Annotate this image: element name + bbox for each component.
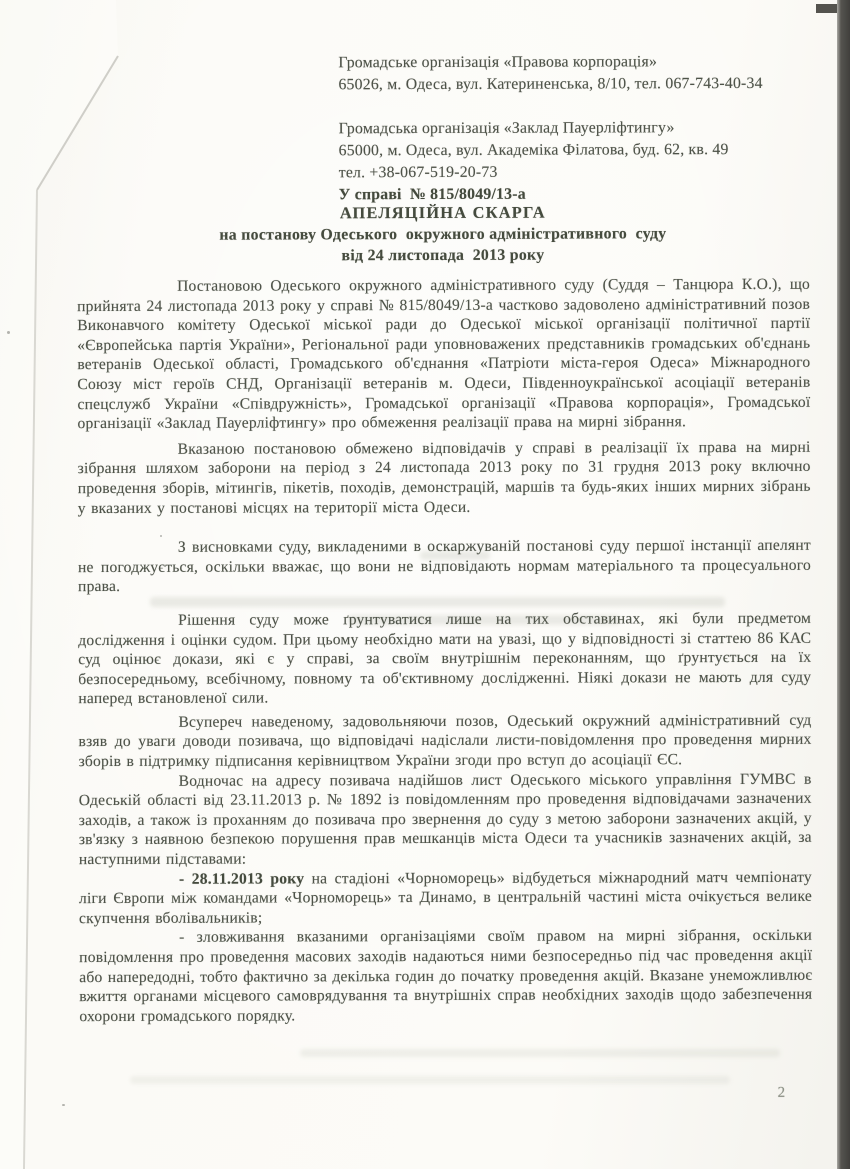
document-title-block — [77, 201, 809, 268]
document-subtitle: на постанову Одеського окружного адміністративного суду — [219, 224, 667, 244]
organization-1-address: 65026, м. Одеса, вул. Катериненська, 8/10, тел. 067-743-40-34 — [338, 74, 763, 94]
bullet-match-text: на стадіоні «Чорноморець» відбудеться міжнародний матч чемпіонату ліги Європи між командами «Чорноморець» та Динамо, в центральній частині міста очікується велике скупчення вболівальників; — [78, 868, 813, 927]
case-number-line: У справі № 815/8049/13-а — [338, 185, 526, 204]
organization-2-phone: тел. +38-067-519-20-73 — [338, 163, 498, 182]
document-date-line: від 24 листопада 2013 року — [341, 246, 545, 265]
organization-2-name: Громадська організація «Заклад Пауерліфтингу» — [338, 119, 675, 138]
paragraph-bullet-match — [79, 867, 812, 928]
bullet-date-bold: - 28.11.2013 року — [178, 870, 305, 888]
paragraph-restriction-period: Вказаною постановою обмежено відповідачів у справі в реалізації їх права на мирні зібрання шляхом заборони на період з 24 листопада 2013 року по 31 грудня 2013 року включно проведення зборів, мітингів, пікетів, походів, демонстрацій, маршів та будь-яких інших мирних зібрань у вказаних у постанові місцях на території міста Одеси. — [77, 438, 811, 517]
paragraph-police-letter: Водночас на адресу позивача надійшов лист Одеського міського управління ГУМВС в Одеській області від 23.11.2013 р. № 1892 із повідомленням про проведення відповідачами зазначених заходів, а також із проханням до позивача про звернення до суду з метою заборони зазначених акцій, у зв'язку з наявною безпекою порушення прав мешканців міста Одеси та учасників зазначених акцій, за наступними підставами: — [78, 770, 812, 869]
paragraph-court-considered: Всупереч наведеному, задовольняючи позов, Одеський окружний адміністративний суд взяв до уваги доводи позивача, що відповідачі надіслали листи-повідомлення про проведення мирних зборів в підтримку підписання керівництвом України згоди про вступ до асоціації ЄС. — [78, 711, 812, 771]
paragraph-bullet-abuse: - зловживання вказаними організаціями своїм правом на мирні зібрання, оскільки повідомлення про проведення масових заходів надаються ними безпосередньо під час проведення акції або напередодні, тобто фактично за декілька годин до початку проведення акцій. Вказане унеможливлює вжиття органами місцевого самоврядування та внутрішніх справ необхідних заходів щодо забезпечення охорони громадського порядку. — [79, 927, 813, 1025]
page-number: 2 — [777, 1084, 786, 1101]
organization-1-name: Громадське організація «Правова корпорація» — [338, 53, 658, 72]
paragraph-disagreement: З висновками суду, викладеними в оскаржуваній постанові суду першої інстанції апелянт не погоджується, оскільки вважає, що вони не відповідають нормам матеріального та процесуального права. — [77, 536, 811, 596]
document-title: АПЕЛЯЦІЙНА СКАРГА — [339, 202, 546, 223]
document-body — [77, 275, 812, 1027]
organization-2-address: 65000, м. Одеса, вул. Академіка Філатова, буд. 62, кв. 49 — [338, 141, 729, 160]
paragraph-ruling-summary: Постановою Одеського окружного адміністративного суду (Суддя – Танцюра К.О.), що прийнята 24 листопада 2013 року у справі № 815/8049/13-а частково задоволено адміністративний позов Виконавчого комітету Одеської міської ради до Одеської міської організації політичної партії «Європейська партія України», Регіональної ради уповноважених представників громадських об'єднань ветеранів Одеської області, Громадського об'єднання «Патріоти міста-героя Одеса» Міжнародного Союзу міст героїв СНД, Організації ветеранів м. Одеси, Південноукраїнської асоціації ветеранів спецслужб України «Співдружність», Громадської організації «Правова корпорація», Громадської організації «Заклад Пауерліфтингу» про обмеження реалізації права на мирні зібрання. — [77, 275, 811, 433]
paragraph-court-evidence-rule: Рішення суду може ґрунтуватися лише на тих обставинах, які були предметом дослідження і оцінки судом. При цьому необхідно мати на увазі, що у відповідності зі статтею 86 КАС суд оцінює докази, які є у справі, за своїм внутрішнім переконанням, що ґрунтується на їх безпосередньому, всебічному, повному та об'єктивному дослідженні. Ніякі докази не мають для суду наперед встановленої сили. — [78, 609, 812, 708]
applicants-block — [338, 51, 818, 207]
